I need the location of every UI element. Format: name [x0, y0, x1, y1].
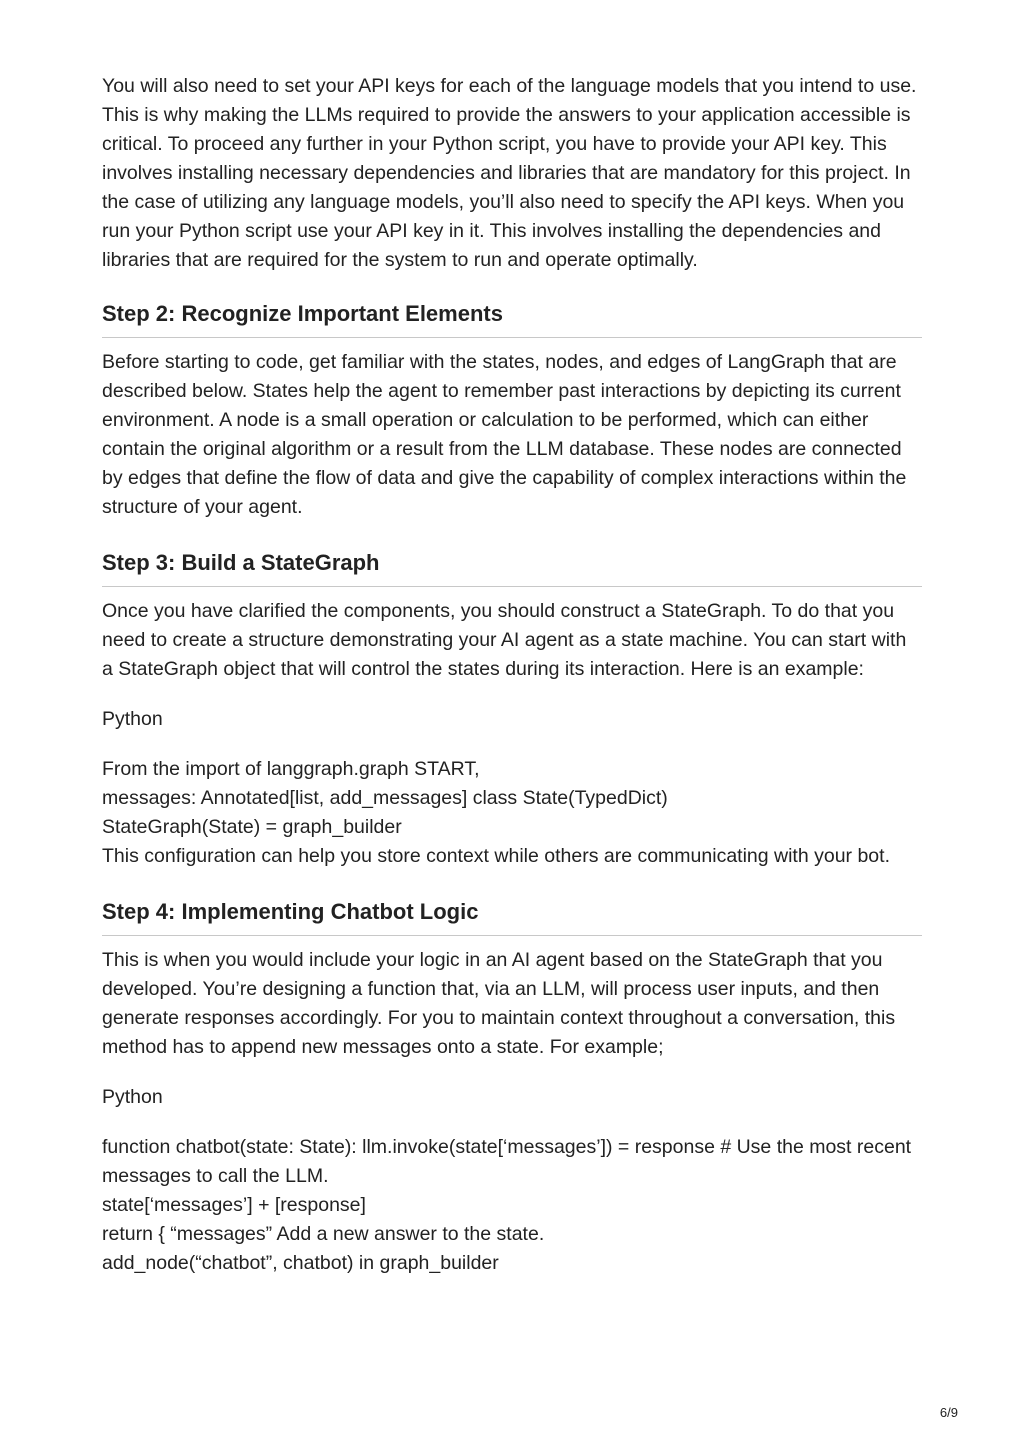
page-number: 6/9	[939, 1405, 958, 1420]
intro-paragraph: You will also need to set your API keys for each of the language models that you intend to use. This is why making the LLMs required to provide the answers to your application accessible is critical. To proceed any further in your Python script, you have to provide your API key. This involves installing necessary dependencies and libraries that are mandatory for this project. In the case of utilizing any language models, you’ll also need to specify the API keys. When you run your Python script use your API key in it. This involves installing the dependencies and libraries that are required for the system to run and operate optimally.	[102, 75, 917, 271]
step3-paragraph: Once you have clarified the components, you should construct a StateGraph. To do that you need to create a structure demonstrating your AI agent as a state machine. You can start with a StateGraph object that will control the states during its interaction. Here is an example:	[102, 600, 907, 680]
step3-code-block	[102, 755, 922, 871]
step3-code-line: messages: Annotated[list, add_messages] class State(TypedDict)	[102, 787, 668, 809]
step4-language-label: Python	[102, 1086, 163, 1108]
step3-language-label: Python	[102, 708, 163, 730]
step3-code-line: StateGraph(State) = graph_builder	[102, 816, 402, 838]
step4-code-line: add_node(“chatbot”, chatbot) in graph_builder	[102, 1252, 499, 1274]
step4-heading: Step 4: Implementing Chatbot Logic	[102, 897, 922, 936]
step4-paragraph: This is when you would include your logic in an AI agent based on the StateGraph that you developed. You’re designing a function that, via an LLM, will process user inputs, and then generate responses accordingly. For you to maintain context throughout a conversation, this method has to append new messages onto a state. For example;	[102, 949, 896, 1058]
step2-paragraph: Before starting to code, get familiar with the states, nodes, and edges of LangGraph that are described below. States help the agent to remember past interactions by depicting its current environment. A node is a small operation or calculation to be performed, which can either contain the original algorithm or a result from the LLM database. These nodes are connected by edges that define the flow of data and give the capability of complex interactions within the structure of your agent.	[102, 351, 907, 518]
step3-heading: Step 3: Build a StateGraph	[102, 548, 922, 587]
step3-code-line: This configuration can help you store context while others are communicating with your bot.	[102, 845, 890, 867]
step4-code-line: function chatbot(state: State): llm.invoke(state[‘messages’]) = response # Use the most recent messages to call the LLM.	[102, 1136, 912, 1187]
step4-code-line: state[‘messages’] + [response]	[102, 1194, 366, 1216]
step4-code-block	[102, 1133, 922, 1278]
document-page	[102, 72, 922, 1278]
step4-code-line: return { “messages” Add a new answer to the state.	[102, 1223, 545, 1245]
step2-heading: Step 2: Recognize Important Elements	[102, 299, 922, 338]
step3-code-line: From the import of langgraph.graph START,	[102, 758, 480, 780]
